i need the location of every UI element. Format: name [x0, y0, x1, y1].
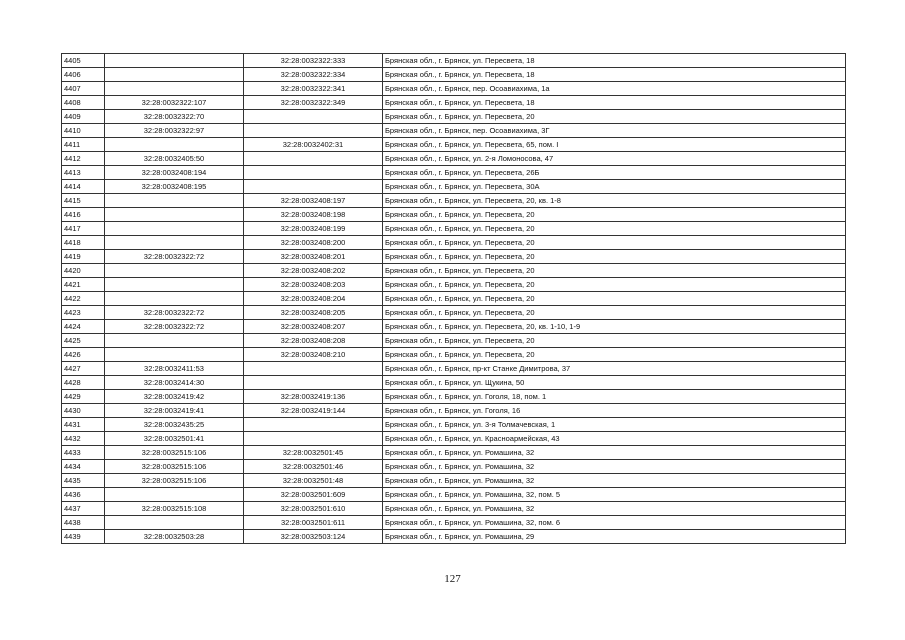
building-cadastral-number-cell: 32:28:0032419:144 [244, 404, 383, 418]
land-cadastral-number-cell [105, 208, 244, 222]
building-cadastral-number-cell: 32:28:0032408:203 [244, 278, 383, 292]
address-cell: Брянская обл., г. Брянск, ул. Ромашина, 32 [383, 474, 846, 488]
table-row [62, 390, 846, 404]
building-cadastral-number-cell: 32:28:0032408:202 [244, 264, 383, 278]
land-cadastral-number-cell: 32:28:0032435:25 [105, 418, 244, 432]
land-cadastral-number-cell [105, 278, 244, 292]
row-number-cell: 4427 [62, 362, 105, 376]
row-number-cell: 4426 [62, 348, 105, 362]
land-cadastral-number-cell: 32:28:0032322:97 [105, 124, 244, 138]
building-cadastral-number-cell: 32:28:0032408:200 [244, 236, 383, 250]
address-cell: Брянская обл., г. Брянск, ул. Пересвета, 18 [383, 68, 846, 82]
row-number-cell: 4416 [62, 208, 105, 222]
row-number-cell: 4407 [62, 82, 105, 96]
address-cell: Брянская обл., г. Брянск, пер. Осоавиахима, 1а [383, 82, 846, 96]
table-row [62, 194, 846, 208]
building-cadastral-number-cell: 32:28:0032408:201 [244, 250, 383, 264]
table-row [62, 446, 846, 460]
table-row [62, 376, 846, 390]
address-cell: Брянская обл., г. Брянск, пр-кт Станке Димитрова, 37 [383, 362, 846, 376]
table-row [62, 124, 846, 138]
building-cadastral-number-cell: 32:28:0032408:207 [244, 320, 383, 334]
row-number-cell: 4418 [62, 236, 105, 250]
building-cadastral-number-cell: 32:28:0032322:341 [244, 82, 383, 96]
land-cadastral-number-cell [105, 516, 244, 530]
row-number-cell: 4414 [62, 180, 105, 194]
row-number-cell: 4417 [62, 222, 105, 236]
land-cadastral-number-cell: 32:28:0032419:41 [105, 404, 244, 418]
address-cell: Брянская обл., г. Брянск, ул. Ромашина, 32, пом. 6 [383, 516, 846, 530]
land-cadastral-number-cell: 32:28:0032515:106 [105, 474, 244, 488]
building-cadastral-number-cell: 32:28:0032501:609 [244, 488, 383, 502]
table-row [62, 54, 846, 68]
building-cadastral-number-cell: 32:28:0032322:334 [244, 68, 383, 82]
table-row [62, 68, 846, 82]
property-registry-table [61, 53, 846, 544]
building-cadastral-number-cell: 32:28:0032501:611 [244, 516, 383, 530]
land-cadastral-number-cell [105, 194, 244, 208]
building-cadastral-number-cell: 32:28:0032322:333 [244, 54, 383, 68]
address-cell: Брянская обл., г. Брянск, ул. Гоголя, 16 [383, 404, 846, 418]
building-cadastral-number-cell [244, 362, 383, 376]
building-cadastral-number-cell [244, 180, 383, 194]
address-cell: Брянская обл., г. Брянск, ул. Ромашина, 29 [383, 530, 846, 544]
address-cell: Брянская обл., г. Брянск, ул. Ромашина, 32 [383, 446, 846, 460]
address-cell: Брянская обл., г. Брянск, ул. Пересвета, 18 [383, 96, 846, 110]
land-cadastral-number-cell: 32:28:0032322:72 [105, 320, 244, 334]
row-number-cell: 4415 [62, 194, 105, 208]
address-cell: Брянская обл., г. Брянск, ул. Щукина, 50 [383, 376, 846, 390]
row-number-cell: 4412 [62, 152, 105, 166]
table-row [62, 460, 846, 474]
address-cell: Брянская обл., г. Брянск, ул. 2-я Ломоносова, 47 [383, 152, 846, 166]
address-cell: Брянская обл., г. Брянск, ул. Пересвета, 20 [383, 348, 846, 362]
row-number-cell: 4421 [62, 278, 105, 292]
row-number-cell: 4439 [62, 530, 105, 544]
land-cadastral-number-cell [105, 54, 244, 68]
row-number-cell: 4410 [62, 124, 105, 138]
land-cadastral-number-cell [105, 236, 244, 250]
building-cadastral-number-cell: 32:28:0032408:204 [244, 292, 383, 306]
row-number-cell: 4435 [62, 474, 105, 488]
building-cadastral-number-cell: 32:28:0032501:46 [244, 460, 383, 474]
table-row [62, 180, 846, 194]
table-row [62, 278, 846, 292]
land-cadastral-number-cell: 32:28:0032515:106 [105, 446, 244, 460]
table-row [62, 348, 846, 362]
address-cell: Брянская обл., г. Брянск, ул. Пересвета, 20 [383, 222, 846, 236]
table-row [62, 306, 846, 320]
table-row [62, 474, 846, 488]
building-cadastral-number-cell: 32:28:0032408:198 [244, 208, 383, 222]
row-number-cell: 4423 [62, 306, 105, 320]
table-row [62, 166, 846, 180]
row-number-cell: 4430 [62, 404, 105, 418]
table-row [62, 530, 846, 544]
address-cell: Брянская обл., г. Брянск, ул. 3-я Толмачевская, 1 [383, 418, 846, 432]
building-cadastral-number-cell [244, 124, 383, 138]
address-cell: Брянская обл., г. Брянск, ул. Гоголя, 18, пом. 1 [383, 390, 846, 404]
building-cadastral-number-cell: 32:28:0032322:349 [244, 96, 383, 110]
building-cadastral-number-cell: 32:28:0032501:48 [244, 474, 383, 488]
land-cadastral-number-cell [105, 348, 244, 362]
address-cell: Брянская обл., г. Брянск, ул. Пересвета, 20 [383, 306, 846, 320]
row-number-cell: 4409 [62, 110, 105, 124]
row-number-cell: 4411 [62, 138, 105, 152]
table-row [62, 96, 846, 110]
row-number-cell: 4405 [62, 54, 105, 68]
address-cell: Брянская обл., г. Брянск, ул. Пересвета, 20 [383, 292, 846, 306]
land-cadastral-number-cell: 32:28:0032419:42 [105, 390, 244, 404]
table-row [62, 110, 846, 124]
address-cell: Брянская обл., г. Брянск, ул. Пересвета, 20 [383, 334, 846, 348]
building-cadastral-number-cell: 32:28:0032503:124 [244, 530, 383, 544]
row-number-cell: 4425 [62, 334, 105, 348]
land-cadastral-number-cell [105, 488, 244, 502]
table-row [62, 404, 846, 418]
table-row [62, 502, 846, 516]
row-number-cell: 4420 [62, 264, 105, 278]
row-number-cell: 4432 [62, 432, 105, 446]
building-cadastral-number-cell [244, 152, 383, 166]
land-cadastral-number-cell [105, 292, 244, 306]
address-cell: Брянская обл., г. Брянск, ул. Пересвета, 20 [383, 250, 846, 264]
address-cell: Брянская обл., г. Брянск, ул. Пересвета, 20 [383, 208, 846, 222]
land-cadastral-number-cell [105, 82, 244, 96]
land-cadastral-number-cell [105, 68, 244, 82]
table-row [62, 334, 846, 348]
row-number-cell: 4438 [62, 516, 105, 530]
building-cadastral-number-cell: 32:28:0032408:208 [244, 334, 383, 348]
building-cadastral-number-cell: 32:28:0032408:205 [244, 306, 383, 320]
land-cadastral-number-cell [105, 334, 244, 348]
row-number-cell: 4428 [62, 376, 105, 390]
address-cell: Брянская обл., г. Брянск, ул. Пересвета, 20 [383, 264, 846, 278]
address-cell: Брянская обл., г. Брянск, ул. Пересвета, 30А [383, 180, 846, 194]
building-cadastral-number-cell: 32:28:0032408:197 [244, 194, 383, 208]
table-row [62, 432, 846, 446]
building-cadastral-number-cell: 32:28:0032408:210 [244, 348, 383, 362]
table-row [62, 138, 846, 152]
building-cadastral-number-cell [244, 376, 383, 390]
building-cadastral-number-cell: 32:28:0032501:45 [244, 446, 383, 460]
land-cadastral-number-cell: 32:28:0032515:106 [105, 460, 244, 474]
building-cadastral-number-cell [244, 432, 383, 446]
row-number-cell: 4419 [62, 250, 105, 264]
address-cell: Брянская обл., г. Брянск, ул. Пересвета, 20 [383, 236, 846, 250]
table-row [62, 292, 846, 306]
land-cadastral-number-cell: 32:28:0032322:70 [105, 110, 244, 124]
table-row [62, 82, 846, 96]
land-cadastral-number-cell: 32:28:0032322:72 [105, 250, 244, 264]
table-row [62, 152, 846, 166]
table-row [62, 362, 846, 376]
address-cell: Брянская обл., г. Брянск, ул. Пересвета, 18 [383, 54, 846, 68]
building-cadastral-number-cell [244, 166, 383, 180]
building-cadastral-number-cell [244, 418, 383, 432]
land-cadastral-number-cell: 32:28:0032322:107 [105, 96, 244, 110]
land-cadastral-number-cell [105, 138, 244, 152]
row-number-cell: 4408 [62, 96, 105, 110]
address-cell: Брянская обл., г. Брянск, ул. Пересвета, 65, пом. I [383, 138, 846, 152]
address-cell: Брянская обл., г. Брянск, ул. Пересвета, 26Б [383, 166, 846, 180]
land-cadastral-number-cell: 32:28:0032503:28 [105, 530, 244, 544]
row-number-cell: 4434 [62, 460, 105, 474]
building-cadastral-number-cell: 32:28:0032501:610 [244, 502, 383, 516]
building-cadastral-number-cell: 32:28:0032408:199 [244, 222, 383, 236]
table-row [62, 320, 846, 334]
building-cadastral-number-cell [244, 110, 383, 124]
table-row [62, 236, 846, 250]
row-number-cell: 4429 [62, 390, 105, 404]
address-cell: Брянская обл., г. Брянск, ул. Ромашина, 32 [383, 460, 846, 474]
table-row [62, 418, 846, 432]
table-row [62, 488, 846, 502]
land-cadastral-number-cell: 32:28:0032411:53 [105, 362, 244, 376]
row-number-cell: 4413 [62, 166, 105, 180]
address-cell: Брянская обл., г. Брянск, ул. Пересвета, 20 [383, 278, 846, 292]
row-number-cell: 4433 [62, 446, 105, 460]
land-cadastral-number-cell: 32:28:0032322:72 [105, 306, 244, 320]
land-cadastral-number-cell: 32:28:0032515:108 [105, 502, 244, 516]
land-cadastral-number-cell: 32:28:0032408:195 [105, 180, 244, 194]
building-cadastral-number-cell: 32:28:0032402:31 [244, 138, 383, 152]
table-row [62, 264, 846, 278]
row-number-cell: 4422 [62, 292, 105, 306]
address-cell: Брянская обл., г. Брянск, ул. Пересвета, 20 [383, 110, 846, 124]
table-row [62, 516, 846, 530]
registry-table-body [62, 54, 846, 544]
land-cadastral-number-cell: 32:28:0032405:50 [105, 152, 244, 166]
land-cadastral-number-cell: 32:28:0032408:194 [105, 166, 244, 180]
table-row [62, 208, 846, 222]
row-number-cell: 4431 [62, 418, 105, 432]
row-number-cell: 4406 [62, 68, 105, 82]
land-cadastral-number-cell [105, 264, 244, 278]
row-number-cell: 4437 [62, 502, 105, 516]
address-cell: Брянская обл., г. Брянск, ул. Красноармейская, 43 [383, 432, 846, 446]
address-cell: Брянская обл., г. Брянск, ул. Ромашина, 32, пом. 5 [383, 488, 846, 502]
address-cell: Брянская обл., г. Брянск, пер. Осоавиахима, 3Г [383, 124, 846, 138]
table-row [62, 250, 846, 264]
land-cadastral-number-cell: 32:28:0032501:41 [105, 432, 244, 446]
address-cell: Брянская обл., г. Брянск, ул. Ромашина, 32 [383, 502, 846, 516]
land-cadastral-number-cell: 32:28:0032414:30 [105, 376, 244, 390]
address-cell: Брянская обл., г. Брянск, ул. Пересвета, 20, кв. 1-10, 1-9 [383, 320, 846, 334]
row-number-cell: 4436 [62, 488, 105, 502]
address-cell: Брянская обл., г. Брянск, ул. Пересвета, 20, кв. 1-8 [383, 194, 846, 208]
building-cadastral-number-cell: 32:28:0032419:136 [244, 390, 383, 404]
land-cadastral-number-cell [105, 222, 244, 236]
table-row [62, 222, 846, 236]
row-number-cell: 4424 [62, 320, 105, 334]
page-number: 127 [444, 573, 461, 585]
